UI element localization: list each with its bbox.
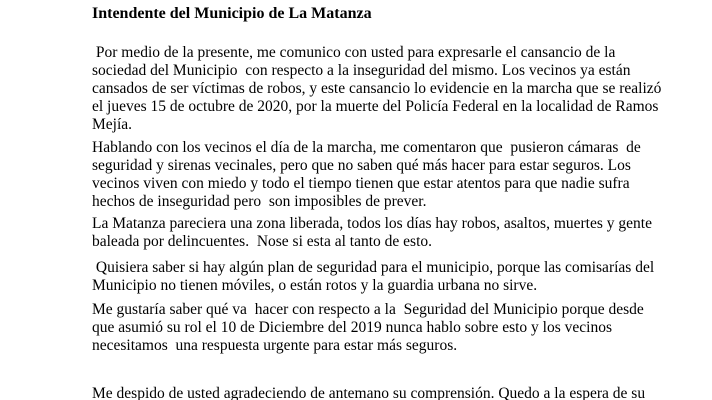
text-line: Por medio de la presente, me comunico con usted para expresarle el cansancio de la (92, 44, 616, 61)
text-line: seguridad y sirenas vecinales, pero que no saben qué más hacer para estar seguros. Los (92, 157, 631, 174)
text-line: baleada por delincuentes. Nose si esta al tanto de esto. (92, 233, 433, 250)
text-line: Mejía. (92, 116, 133, 133)
text-line: necesitamos una respuesta urgente para estar más seguros. (92, 337, 458, 354)
text-line: vecinos viven con miedo y todo el tiempo tienen que estar atentos para que nadie sufra (92, 175, 630, 192)
text-line: hechos de inseguridad pero son imposibles de prever. (92, 193, 427, 210)
text-line: el jueves 15 de octubre de 2020, por la muerte del Policía Federal en la localidad de Ramos (92, 98, 659, 115)
text-line: sociedad del Municipio con respecto a la inseguridad del mismo. Los vecinos ya están (92, 62, 631, 79)
text-line: que asumió su rol el 10 de Diciembre del 2019 nunca hablo sobre esto y los vecinos (92, 319, 612, 336)
text-line: Hablando con los vecinos el día de la marcha, me comentaron que pusieron cámaras de (92, 139, 641, 156)
document-heading: Intendente del Municipio de La Matanza (92, 5, 372, 22)
text-line: Me despido de usted agradeciendo de antemano su comprensión. Quedo a la espera de su (92, 385, 646, 400)
text-line: Municipio no tienen móviles, o están rotos y la guardia urbana no sirve. (92, 277, 538, 294)
text-line: La Matanza pareciera una zona liberada, todos los días hay robos, asaltos, muertes y gente (92, 215, 652, 232)
text-line: Quisiera saber si hay algún plan de seguridad para el municipio, porque las comisarías del (92, 259, 655, 276)
text-line: Me gustaría saber qué va hacer con respecto a la Seguridad del Municipio porque desde (92, 301, 644, 318)
text-line: cansados de ser víctimas de robos, y este cansancio lo evidencie en la marcha que se realizó (92, 80, 662, 97)
